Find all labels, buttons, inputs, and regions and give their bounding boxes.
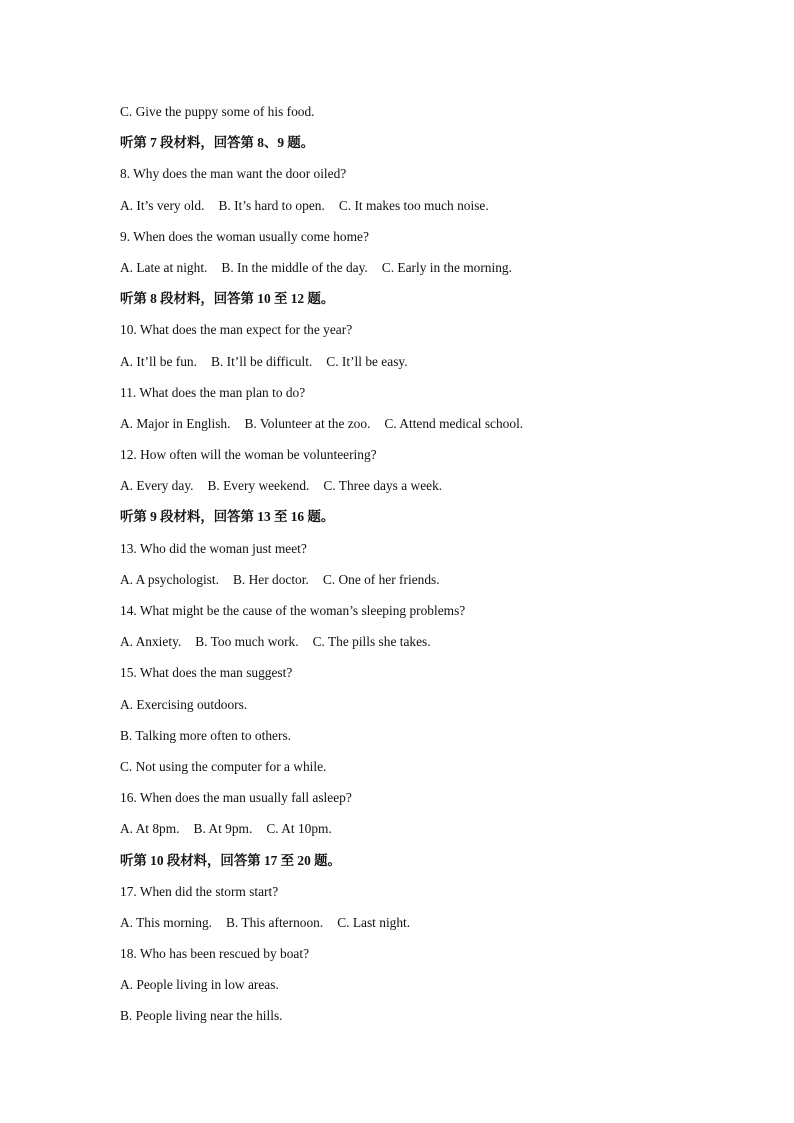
option-b: B. It’ll be difficult. [210,353,313,369]
option-b: B. Her doctor. [232,571,309,587]
option-a: A. At 8pm. [120,821,180,837]
options-line [120,570,720,601]
option-c: C. Three days a week. [323,478,443,494]
options-line [120,476,720,507]
question-text: 17. When did the storm start? [120,883,279,899]
option-b: B. It’s hard to open. [218,197,325,213]
question-text: 15. What does the man suggest? [120,665,293,681]
section-heading: 听第 9 段材料，回答第 13 至 16 题。 [120,509,335,525]
option-a: A. It’ll be fun. [120,353,197,369]
options-line [120,352,720,383]
section-heading: 听第 7 段材料，回答第 8、9 题。 [120,135,315,151]
option-b: B. Volunteer at the zoo. [244,415,371,431]
question-text: 16. When does the man usually fall asleep? [120,790,352,806]
question-text: 12. How often will the woman be volunteering? [120,447,377,463]
option-a: A. Late at night. [120,259,208,275]
option-b: B. Every weekend. [207,478,310,494]
question-text: 18. Who has been rescued by boat? [120,946,310,962]
question-text: 10. What does the man expect for the year? [120,322,353,338]
option-c: C. At 10pm. [266,821,332,837]
option-a: A. Every day. [120,478,194,494]
option-b: B. In the middle of the day. [221,259,368,275]
option-c: C. One of her friends. [322,571,440,587]
options-line [120,414,720,445]
options-line [120,913,720,944]
question-text: 11. What does the man plan to do? [120,384,306,400]
option-a: A. Major in English. [120,415,231,431]
options-line [120,819,720,850]
option-line: A. Exercising outdoors. [120,696,248,712]
option-line: C. Give the puppy some of his food. [120,104,315,119]
document-page [120,102,720,1038]
option-line: C. Not using the computer for a while. [120,758,327,774]
option-b: B. At 9pm. [193,821,253,837]
section-heading: 听第 8 段材料，回答第 10 至 12 题。 [120,291,335,307]
option-a: A. Anxiety. [120,634,182,650]
option-c: C. The pills she takes. [312,634,431,650]
options-line [120,632,720,663]
option-a: A. It’s very old. [120,197,205,213]
options-line [120,196,720,227]
section-heading: 听第 10 段材料，回答第 17 至 20 题。 [120,852,341,868]
question-text: 8. Why does the man want the door oiled? [120,166,347,182]
option-c: C. Last night. [337,914,411,930]
option-c: C. Early in the morning. [381,259,512,275]
question-text: 9. When does the woman usually come home? [120,228,369,244]
option-line: B. Talking more often to others. [120,727,292,743]
options-line [120,258,720,289]
option-c: C. It makes too much noise. [338,197,489,213]
option-line: B. People living near the hills. [120,1008,283,1024]
question-text: 13. Who did the woman just meet? [120,540,307,556]
option-b: B. This afternoon. [226,914,324,930]
option-a: A. A psychologist. [120,571,219,587]
option-b: B. Too much work. [195,634,299,650]
option-c: C. It’ll be easy. [326,353,408,369]
option-a: A. This morning. [120,914,213,930]
question-text: 14. What might be the cause of the woman’s sleeping problems? [120,603,466,618]
option-line: A. People living in low areas. [120,977,279,993]
option-c: C. Attend medical school. [384,415,524,431]
